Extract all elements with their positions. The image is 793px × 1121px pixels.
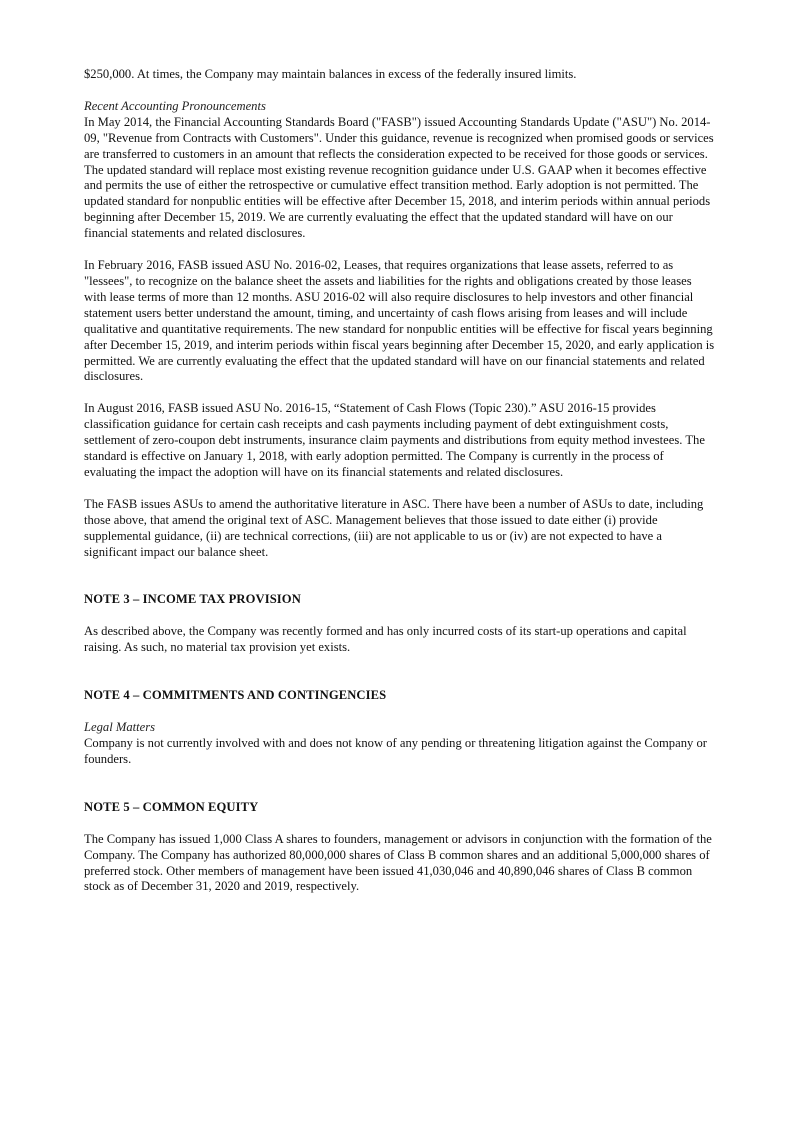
note-3-body: As described above, the Company was recently formed and has only incurred costs of its start-up operations and capital raising. As such, no material tax provision yet exists. <box>84 624 687 655</box>
recent-pronouncements-heading: Recent Accounting Pronouncements <box>84 98 266 113</box>
spacer <box>84 560 716 592</box>
asu-2014-09-paragraph: In May 2014, the Financial Accounting Standards Board ("FASB") issued Accounting Standards Update ("ASU") No. 2014-09, "Revenue from Contracts with Customers". Under this guidance, revenue is recognized when promised goods or services are transferred to customers in an amount that reflects the consideration expected to be received for those goods or services. The updated standard will replace most existing revenue recognition guidance under U.S. GAAP when it becomes effective and permits the use of either the retrospective or cumulative effect transition method. Early adoption is not permitted. The updated standard for nonpublic entities will be effective after December 15, 2018, and interim periods within annual periods beginning after December 15, 2019. We are currently evaluating the effect that the updated standard will have on our financial statements and related disclosures. <box>84 114 714 241</box>
spacer <box>84 768 716 800</box>
note-5-body: The Company has issued 1,000 Class A shares to founders, management or advisors in conjunction with the formation of the Company. The Company has authorized 80,000,000 shares of Class B common shares and an additional 5,000,000 shares of preferred stock. Other members of management have been issued 41,030,046 and 40,890,046 shares of Class B common stock as of December 31, 2020 and 2019, respectively. <box>84 831 712 894</box>
note-4-body: Company is not currently involved with and does not know of any pending or threatening litigation against the Company or founders. <box>84 736 707 766</box>
spacer <box>84 816 716 832</box>
spacer <box>84 242 716 258</box>
spacer <box>84 704 716 720</box>
document-page <box>84 67 716 895</box>
fasb-asus-paragraph: The FASB issues ASUs to amend the authoritative literature in ASC. There have been a number of ASUs to date, including those above, that amend the original text of ASC. Management believes that those issued to date either (i) provide supplemental guidance, (ii) are technical corrections, (iii) are not applicable to us or (iv) are not expected to have a significant impact our balance sheet. <box>84 496 704 559</box>
legal-matters-heading: Legal Matters <box>84 720 156 735</box>
spacer <box>84 385 716 401</box>
spacer <box>84 656 716 688</box>
asu-2016-15-paragraph: In August 2016, FASB issued ASU No. 2016-15, “Statement of Cash Flows (Topic 230).” ASU 2016-15 provides classification guidance for certain cash receipts and cash payments including payment of debt extinguishment costs, settlement of zero-coupon debt instruments, insurance claim payments and distributions from equity method investees. The standard is effective on January 1, 2018, with early adoption permitted. The Company is currently in the process of evaluating the impact the adoption will have on its financial statements and related disclosures. <box>84 401 705 479</box>
spacer <box>84 608 716 624</box>
spacer <box>84 83 716 99</box>
note-3-heading: NOTE 3 – INCOME TAX PROVISION <box>84 592 301 607</box>
spacer <box>84 481 716 497</box>
asu-2016-02-paragraph: In February 2016, FASB issued ASU No. 2016-02, Leases, that requires organizations that lease assets, referred to as "lessees", to recognize on the balance sheet the assets and liabilities for the rights and obligations created by those leases with lease terms of more than 12 months. ASU 2016-02 will also require disclosures to help investors and other financial statement users better understand the amount, timing, and uncertainty of cash flows arising from leases and will include qualitative and quantitative requirements. The new standard for nonpublic entities will be effective for fiscal years beginning after December 15, 2019, and interim periods within fiscal years beginning after December 15, 2020, and early application is permitted. We are currently evaluating the effect that the updated standard will have on our financial statements and related disclosures. <box>84 258 715 384</box>
intro-fragment-paragraph: $250,000. At times, the Company may maintain balances in excess of the federally insured limits. <box>84 67 577 81</box>
note-4-heading: NOTE 4 – COMMITMENTS AND CONTINGENCIES <box>84 688 387 703</box>
note-5-heading: NOTE 5 – COMMON EQUITY <box>84 799 259 814</box>
